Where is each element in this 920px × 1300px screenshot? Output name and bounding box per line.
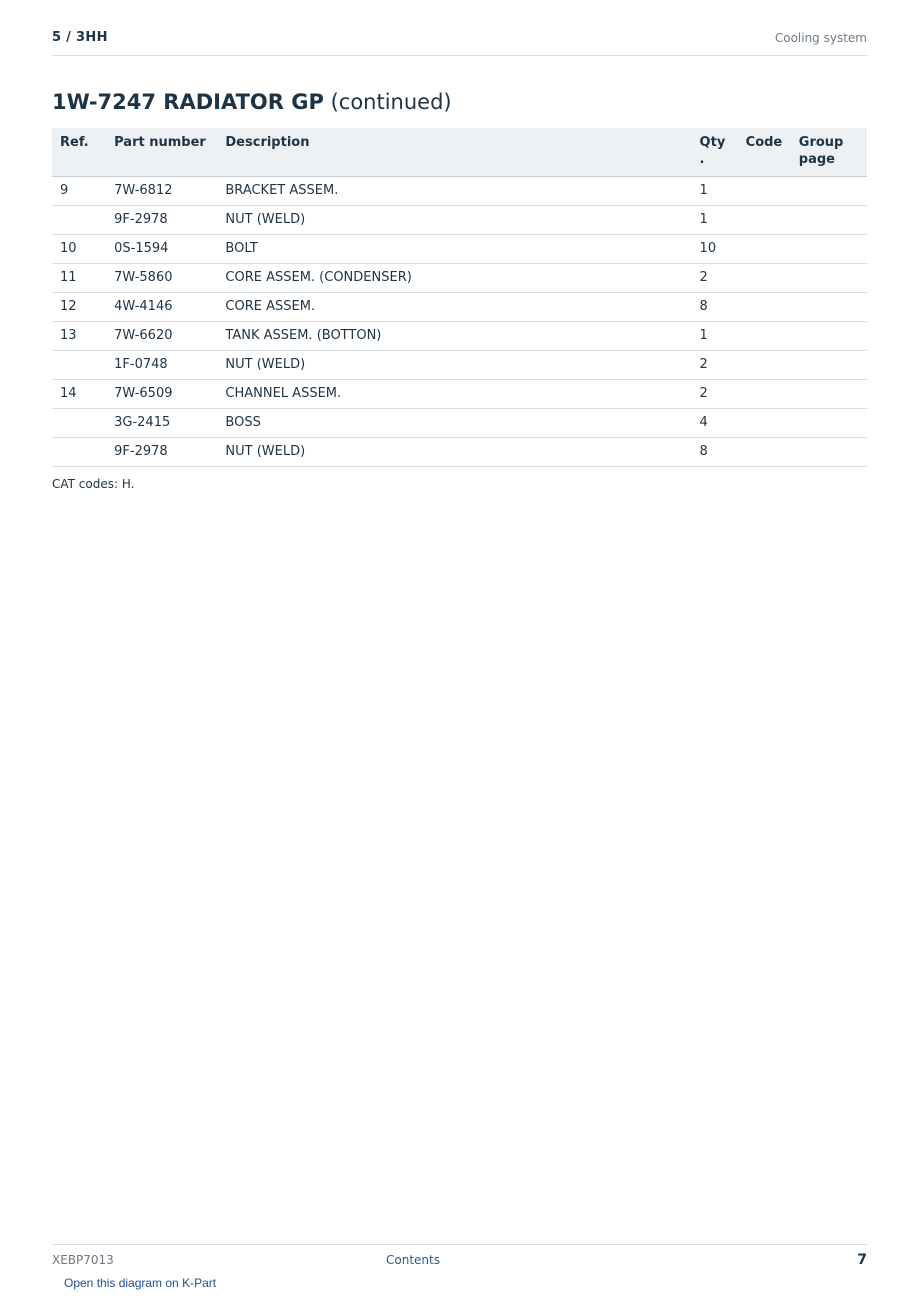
- header-qty: [692, 128, 738, 177]
- cell-ref: 9: [52, 177, 106, 206]
- table-row: [52, 264, 867, 293]
- cell-code: [738, 293, 791, 322]
- cell-ref: 13: [52, 322, 106, 351]
- cell-code: [738, 409, 791, 438]
- cell-code: [738, 235, 791, 264]
- cell-description: CORE ASSEM.: [217, 293, 691, 322]
- page-title: [52, 90, 452, 114]
- parts-table: [52, 128, 867, 467]
- cell-code: [738, 351, 791, 380]
- cell-code: [738, 264, 791, 293]
- cell-ref: [52, 409, 106, 438]
- table-row: [52, 235, 867, 264]
- cell-group-page: [791, 380, 867, 409]
- cell-qty: 2: [692, 264, 738, 293]
- cell-part-number: 9F-2978: [106, 438, 217, 467]
- cell-qty: 8: [692, 293, 738, 322]
- cell-description: CORE ASSEM. (CONDENSER): [217, 264, 691, 293]
- contents-link[interactable]: Contents: [386, 1253, 440, 1267]
- cell-group-page: [791, 351, 867, 380]
- cell-part-number: 7W-6620: [106, 322, 217, 351]
- header-qty-text: Qty .: [699, 135, 726, 167]
- cell-description: BOLT: [217, 235, 691, 264]
- table-row: [52, 351, 867, 380]
- cell-description: CHANNEL ASSEM.: [217, 380, 691, 409]
- cell-description: BOSS: [217, 409, 691, 438]
- page-footer: [52, 1244, 867, 1275]
- cell-qty: 10: [692, 235, 738, 264]
- cell-ref: [52, 351, 106, 380]
- chapter-label: Cooling system: [774, 31, 867, 45]
- section-label: 5 / 3HH: [52, 30, 108, 45]
- table-row: [52, 206, 867, 235]
- cell-code: [738, 177, 791, 206]
- cell-group-page: [791, 438, 867, 467]
- title-suffix: (continued): [330, 90, 452, 114]
- cell-ref: [52, 206, 106, 235]
- open-diagram-kpart-link[interactable]: Open this diagram on K-Part: [64, 1276, 217, 1290]
- cell-group-page: [791, 235, 867, 264]
- cell-ref: 11: [52, 264, 106, 293]
- cell-description: TANK ASSEM. (BOTTON): [217, 322, 691, 351]
- cell-description: NUT (WELD): [217, 438, 691, 467]
- cell-qty: 2: [692, 351, 738, 380]
- table-row: [52, 293, 867, 322]
- cell-part-number: 4W-4146: [106, 293, 217, 322]
- table-row: [52, 177, 867, 206]
- title-part: 1W-7247 RADIATOR GP: [52, 90, 324, 114]
- header-code: Code: [738, 128, 791, 177]
- cell-qty: 8: [692, 438, 738, 467]
- cell-part-number: 7W-6812: [106, 177, 217, 206]
- cell-ref: [52, 438, 106, 467]
- document-id: XEBP7013: [52, 1253, 114, 1267]
- cat-codes-note: CAT codes: H.: [52, 477, 135, 491]
- page-number: 7: [857, 1252, 867, 1268]
- cell-group-page: [791, 409, 867, 438]
- cell-group-page: [791, 177, 867, 206]
- cell-ref: 14: [52, 380, 106, 409]
- cell-ref: 12: [52, 293, 106, 322]
- cell-part-number: 9F-2978: [106, 206, 217, 235]
- cell-group-page: [791, 322, 867, 351]
- table-row: [52, 409, 867, 438]
- cell-code: [738, 206, 791, 235]
- cell-group-page: [791, 264, 867, 293]
- cell-description: NUT (WELD): [217, 206, 691, 235]
- cell-code: [738, 380, 791, 409]
- cell-group-page: [791, 206, 867, 235]
- cell-description: BRACKET ASSEM.: [217, 177, 691, 206]
- cell-qty: 2: [692, 380, 738, 409]
- header-ref: Ref.: [52, 128, 106, 177]
- cell-qty: 4: [692, 409, 738, 438]
- cell-group-page: [791, 293, 867, 322]
- cell-qty: 1: [692, 206, 738, 235]
- cell-part-number: 3G-2415: [106, 409, 217, 438]
- cell-code: [738, 438, 791, 467]
- cell-description: NUT (WELD): [217, 351, 691, 380]
- cell-part-number: 1F-0748: [106, 351, 217, 380]
- page-header: [52, 28, 867, 56]
- table-header-row: [52, 128, 867, 177]
- header-description: Description: [217, 128, 691, 177]
- cell-code: [738, 322, 791, 351]
- cell-ref: 10: [52, 235, 106, 264]
- cell-part-number: 7W-5860: [106, 264, 217, 293]
- cell-part-number: 0S-1594: [106, 235, 217, 264]
- table-row: [52, 438, 867, 467]
- table-row: [52, 322, 867, 351]
- cell-qty: 1: [692, 322, 738, 351]
- table-row: [52, 380, 867, 409]
- cell-part-number: 7W-6509: [106, 380, 217, 409]
- header-group-page: Group page: [791, 128, 867, 177]
- cell-qty: 1: [692, 177, 738, 206]
- header-part-number: Part number: [106, 128, 217, 177]
